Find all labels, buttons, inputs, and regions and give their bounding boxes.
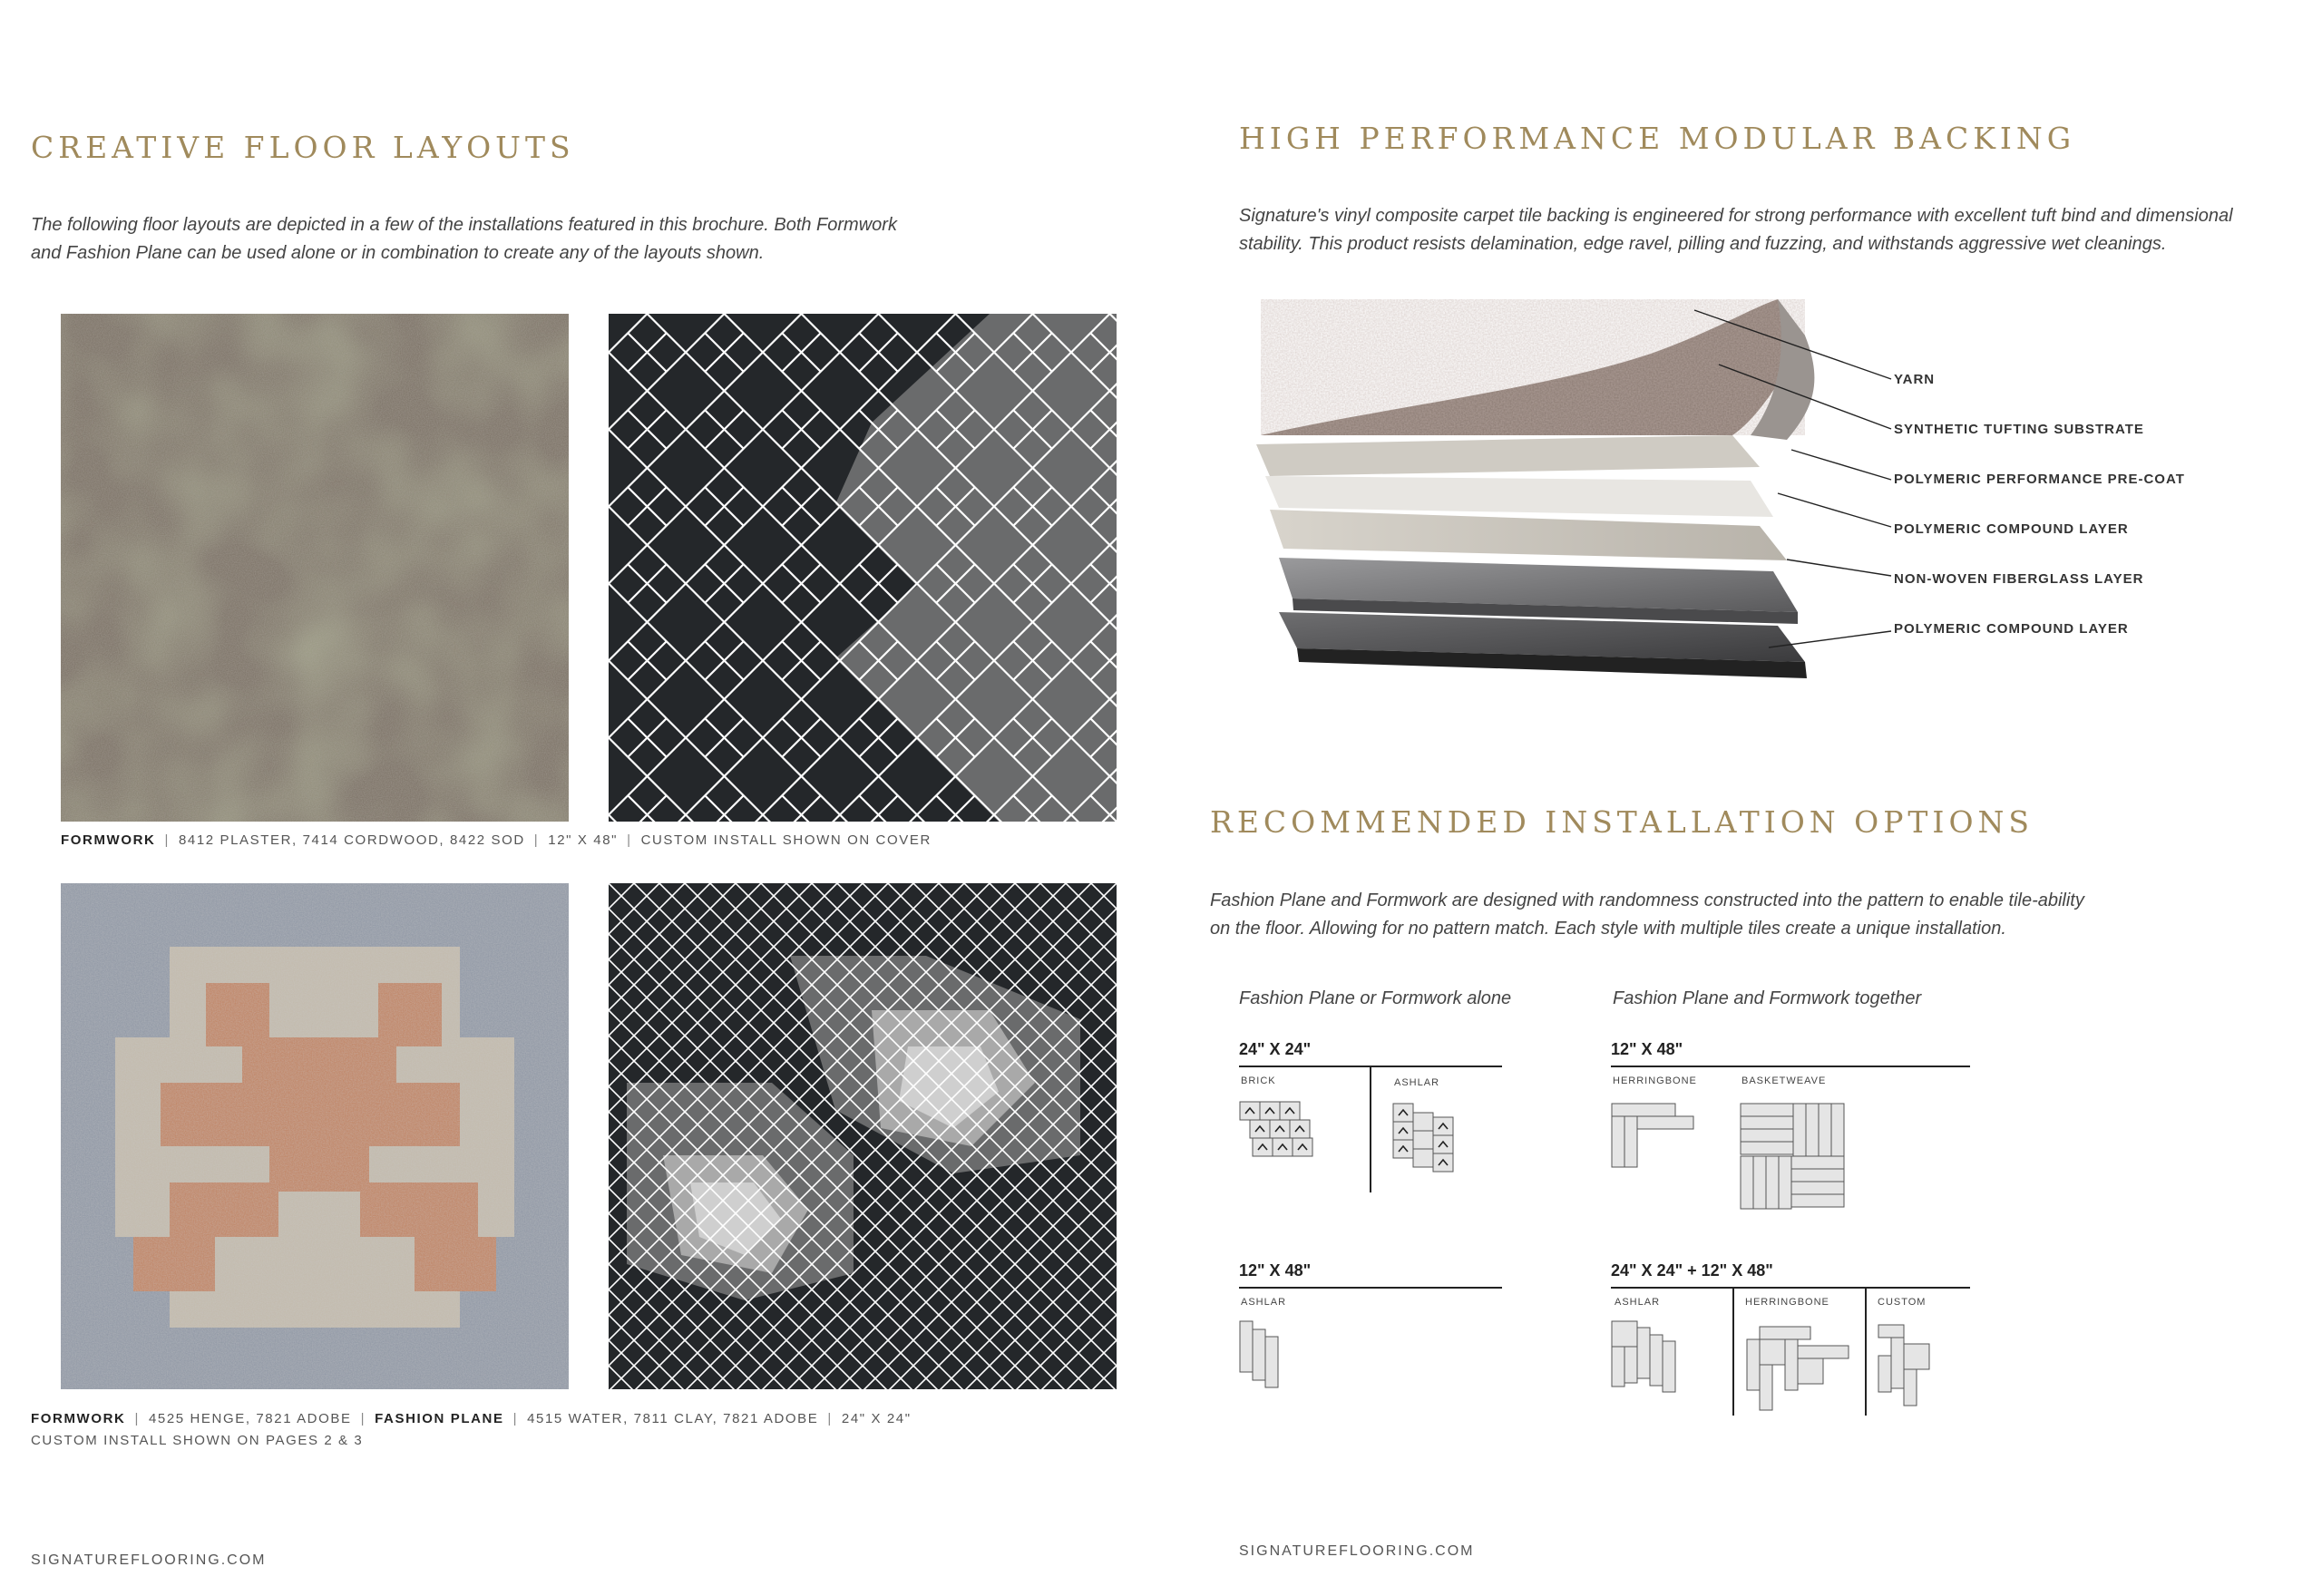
option-herringbone-label: HERRINGBONE	[1613, 1075, 1697, 1086]
ashlar-24-diagram	[1392, 1103, 1460, 1180]
combo-custom-diagram	[1878, 1324, 1941, 1410]
group-24x24-divider	[1370, 1066, 1371, 1192]
layer-label-compound-1: POLYMERIC COMPOUND LAYER	[1894, 521, 2129, 537]
option-ashlar-label: ASHLAR	[1394, 1077, 1440, 1088]
caption1-brand: FORMWORK	[61, 832, 156, 848]
layer-label-fiberglass: NON-WOVEN FIBERGLASS LAYER	[1894, 571, 2144, 587]
backing-heading: HIGH PERFORMANCE MODULAR BACKING	[1239, 121, 2076, 156]
option-combo-herringbone-label: HERRINGBONE	[1745, 1297, 1829, 1308]
option-combo-custom-label: CUSTOM	[1878, 1297, 1927, 1308]
left-footer-url[interactable]: SIGNATUREFLOORING.COM	[31, 1552, 267, 1568]
layer-label-compound-2: POLYMERIC COMPOUND LAYER	[1894, 621, 2129, 637]
layer-label-precoat: POLYMERIC PERFORMANCE PRE-COAT	[1894, 472, 2185, 487]
backing-intro-line1: Signature's vinyl composite carpet tile backing is engineered for strong performance with excellent tuft bind and dimensional	[1239, 206, 2233, 226]
group-combo-rule	[1611, 1287, 1970, 1289]
formwork-fashion-plane-image	[61, 883, 569, 1389]
group-combo-divider-1	[1732, 1287, 1734, 1416]
option-combo-ashlar-label: ASHLAR	[1615, 1297, 1661, 1308]
group-12x48-title: 12" X 48"	[1611, 1040, 1683, 1058]
caption2-brand1: FORMWORK	[31, 1411, 126, 1426]
left-intro-line1: The following floor layouts are depicted in a few of the installations featured in this brochure. Both Formwork	[31, 215, 897, 235]
herringbone-layout-image	[609, 314, 1117, 822]
diagonal-grid-layout-image	[609, 883, 1117, 1389]
group-12x48-alone-rule	[1239, 1287, 1502, 1289]
backing-intro	[1239, 202, 2300, 258]
install-intro	[1210, 887, 2280, 943]
together-subtitle: Fashion Plane and Formwork together	[1613, 988, 1922, 1008]
layer-label-substrate: SYNTHETIC TUFTING SUBSTRATE	[1894, 422, 2144, 437]
combo-herringbone-diagram	[1742, 1326, 1850, 1413]
caption1-colors: 8412 PLASTER, 7414 CORDWOOD, 8422 SOD	[178, 832, 525, 848]
left-intro-line2: and Fashion Plane can be used alone or in combination to create any of the layouts shown.	[31, 243, 765, 263]
caption2-colors2: 4515 WATER, 7811 CLAY, 7821 ADOBE	[527, 1411, 819, 1426]
layer-label-yarn: YARN	[1894, 372, 1936, 387]
caption2-note: CUSTOM INSTALL SHOWN ON PAGES 2 & 3	[31, 1433, 364, 1448]
alone-subtitle: Fashion Plane or Formwork alone	[1239, 988, 1512, 1008]
option-ashlar-12x48-label: ASHLAR	[1241, 1297, 1287, 1308]
install-heading: RECOMMENDED INSTALLATION OPTIONS	[1210, 804, 2034, 840]
group-12x48-alone-title: 12" X 48"	[1239, 1261, 1312, 1280]
group-24x24-title: 24" X 24"	[1239, 1040, 1312, 1058]
group-combo-divider-2	[1865, 1287, 1867, 1416]
brick-diagram	[1239, 1101, 1325, 1169]
install-intro-line1: Fashion Plane and Formwork are designed with randomness constructed into the pattern to enable tile-ability	[1210, 890, 2084, 910]
right-footer-url[interactable]: SIGNATUREFLOORING.COM	[1239, 1543, 1475, 1559]
caption2-brand2: FASHION PLANE	[375, 1411, 504, 1426]
install-intro-line2: on the floor. Allowing for no pattern match. Each style with multiple tiles create a unique installation.	[1210, 919, 2006, 939]
herringbone-diagram	[1611, 1103, 1697, 1171]
caption1-note: CUSTOM INSTALL SHOWN ON COVER	[640, 832, 932, 848]
group-combo-title: 24" X 24" + 12" X 48"	[1611, 1261, 1773, 1280]
caption2-size: 24" X 24"	[841, 1411, 912, 1426]
group-12x48-rule	[1611, 1066, 1970, 1067]
ashlar-12x48-diagram	[1239, 1320, 1284, 1393]
caption1-size: 12" X 48"	[548, 832, 619, 848]
left-heading: CREATIVE FLOOR LAYOUTS	[31, 130, 575, 165]
caption-formwork-1: FORMWORK | 8412 PLASTER, 7414 CORDWOOD, 8422 SOD | 12" X 48" | CUSTOM INSTALL SHOWN ON COVER	[61, 832, 932, 848]
backing-layers-diagram	[1243, 299, 2286, 735]
option-brick-label: BRICK	[1241, 1075, 1276, 1086]
option-basketweave-label: BASKETWEAVE	[1742, 1075, 1827, 1086]
left-intro	[31, 211, 956, 268]
caption2-colors1: 4525 HENGE, 7821 ADOBE	[148, 1411, 352, 1426]
caption-formwork-2: FORMWORK | 4525 HENGE, 7821 ADOBE | FASHION PLANE | 4515 WATER, 7811 CLAY, 7821 ADOBE | 24" X 24"	[31, 1411, 912, 1426]
formwork-texture-image	[61, 314, 569, 822]
backing-intro-line2: stability. This product resists delamination, edge ravel, pilling and fuzzing, and withstands aggressive wet cleanings.	[1239, 234, 2167, 254]
combo-ashlar-diagram	[1611, 1320, 1683, 1402]
basketweave-diagram	[1740, 1103, 1849, 1212]
